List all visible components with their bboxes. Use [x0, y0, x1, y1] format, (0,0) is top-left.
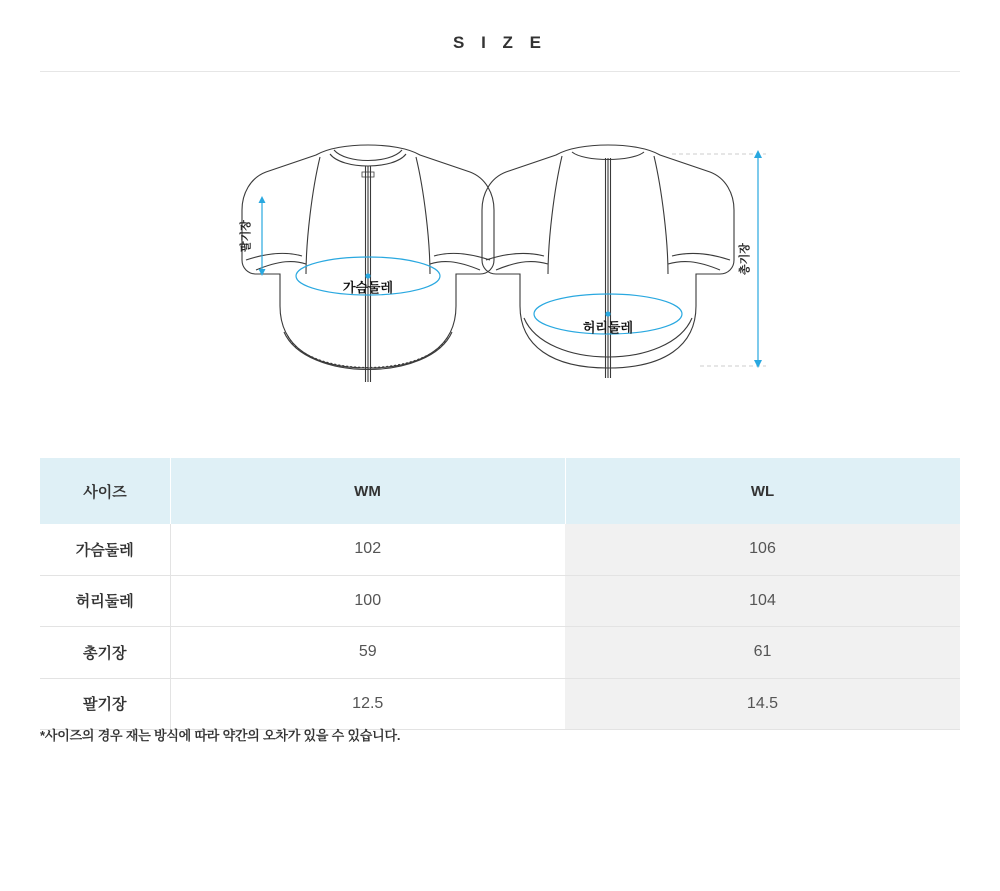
row-label-sleeve: 팔기장	[40, 678, 170, 730]
waist-label: 허리둘레	[582, 320, 634, 335]
column-header-wm: WM	[170, 458, 565, 524]
table-row	[40, 575, 960, 627]
back-view-drawing	[482, 145, 734, 378]
sleeve-label: 팔기장	[240, 220, 252, 252]
row-label-chest: 가슴둘레	[40, 524, 170, 575]
page-title: S I Z E	[453, 33, 547, 52]
sleeve-measure-arrow	[259, 196, 266, 276]
chest-label: 가슴둘레	[342, 280, 394, 295]
chest-measure-point	[365, 273, 370, 278]
table-header-row	[40, 458, 960, 524]
header-divider	[40, 71, 960, 72]
total-length-dimension	[672, 154, 766, 366]
garment-illustration	[0, 110, 1000, 410]
cell-chest-wl: 106	[565, 524, 960, 575]
cell-length-wm: 59	[170, 627, 565, 679]
table-row	[40, 524, 960, 575]
total-length-label: 총기장	[739, 243, 751, 275]
size-note: *사이즈의 경우 재는 방식에 따라 약간의 오차가 있을 수 있습니다.	[40, 728, 401, 743]
front-view-drawing	[242, 145, 494, 382]
cell-sleeve-wm: 12.5	[170, 678, 565, 730]
column-header-size: 사이즈	[40, 458, 170, 524]
row-label-length: 총기장	[40, 627, 170, 679]
size-table	[40, 458, 960, 730]
cell-length-wl: 61	[565, 627, 960, 679]
column-header-wl: WL	[565, 458, 960, 524]
cell-waist-wl: 104	[565, 575, 960, 627]
cell-sleeve-wl: 14.5	[565, 678, 960, 730]
row-label-waist: 허리둘레	[40, 575, 170, 627]
cell-chest-wm: 102	[170, 524, 565, 575]
cell-waist-wm: 100	[170, 575, 565, 627]
table-row	[40, 678, 960, 730]
total-length-arrow	[754, 150, 762, 368]
table-row	[40, 627, 960, 679]
page-header	[0, 0, 1000, 72]
waist-measure-point	[605, 311, 610, 316]
size-table-head	[40, 458, 960, 524]
size-table-body	[40, 524, 960, 730]
